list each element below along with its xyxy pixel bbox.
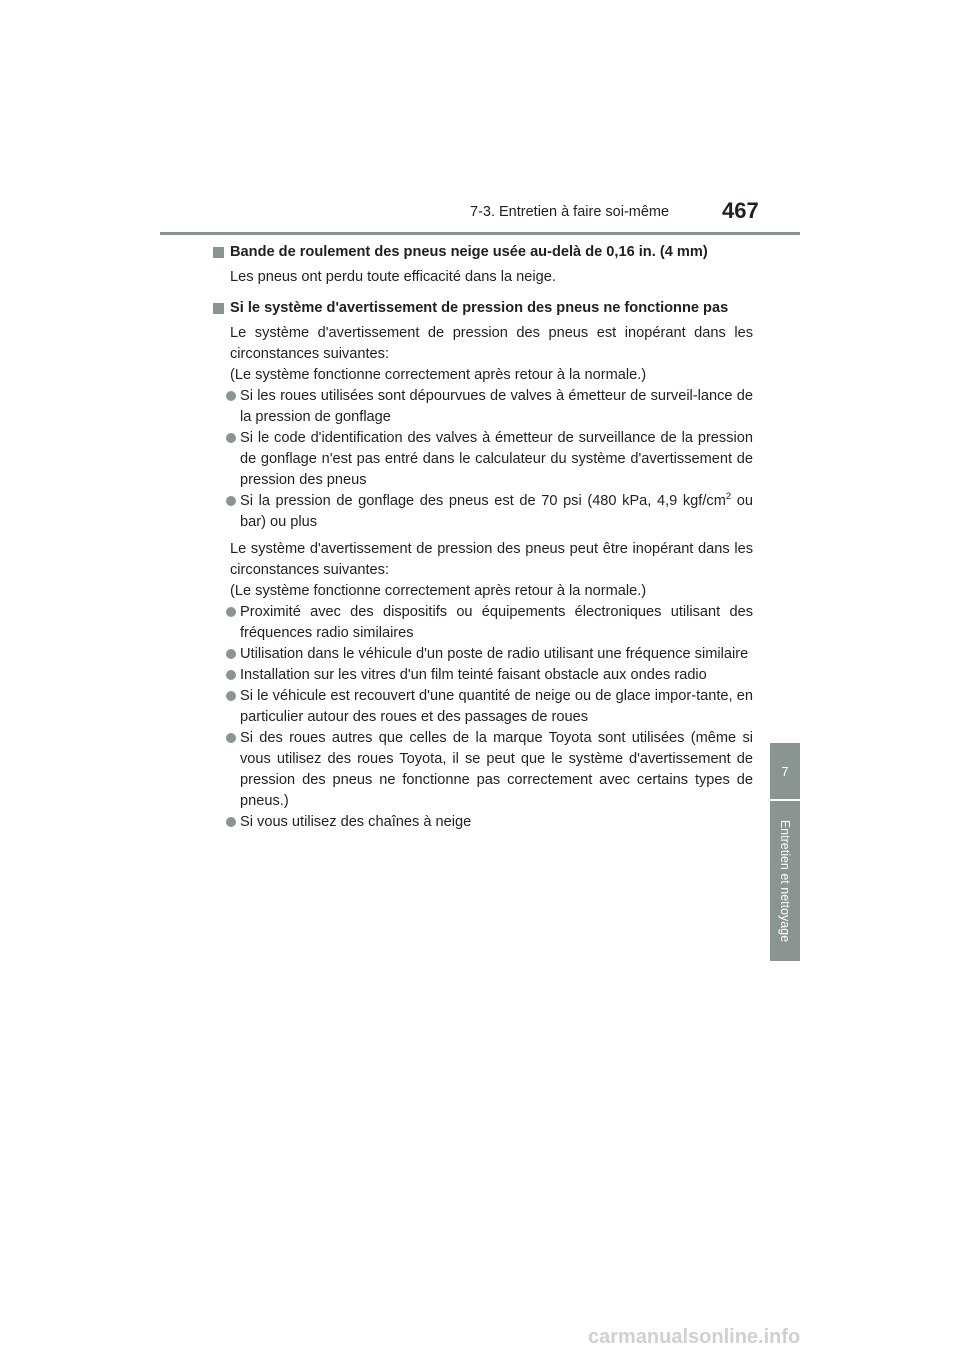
chapter-tab-title: [770, 801, 800, 961]
list-item-text: Si les roues utilisées sont dépourvues de valves à émetteur de surveil-lance de la pression de gonflage: [240, 388, 753, 425]
main-content: [212, 242, 753, 833]
round-bullet-icon: [226, 691, 236, 701]
list-item-text: Installation sur les vitres d'un film teinté faisant obstacle aux ondes radio: [240, 667, 707, 683]
list-item: [212, 386, 753, 428]
section-paragraph: [212, 323, 753, 386]
list-item-text: Si vous utilisez des chaînes à neige: [240, 814, 472, 830]
section-heading-text: Bande de roulement des pneus neige usée au-delà de 0,16 in. (4 mm): [230, 244, 708, 260]
round-bullet-icon: [226, 433, 236, 443]
header-rule: [160, 232, 800, 235]
list-item: [212, 644, 753, 665]
list-item-text: Si des roues autres que celles de la marque Toyota sont utilisées (même si vous utilisez des roues Toyota, il se peut que le système d'avertissement de pression des pneus ne fonctionne pas correctement avec certains types de pneus.): [240, 730, 753, 809]
round-bullet-icon: [226, 670, 236, 680]
section-heading: [212, 242, 753, 263]
square-bullet-icon: [213, 303, 224, 314]
list-item: [212, 602, 753, 644]
list-item: [212, 428, 753, 491]
round-bullet-icon: [226, 733, 236, 743]
round-bullet-icon: [226, 649, 236, 659]
paragraph-line: (Le système fonctionne correctement après retour à la normale.): [230, 583, 647, 599]
section-paragraph: Les pneus ont perdu toute efficacité dans la neige.: [230, 269, 556, 285]
list-item: [212, 728, 753, 812]
superscript: 2: [725, 491, 732, 503]
list-item: [212, 686, 753, 728]
chapter-tab-number: [770, 743, 800, 799]
page-number: 467: [722, 198, 759, 223]
section-heading: [212, 298, 753, 319]
paragraph-line: Le système d'avertissement de pression des pneus peut être inopérant dans les circonstances suivantes:: [230, 541, 753, 578]
round-bullet-icon: [226, 607, 236, 617]
round-bullet-icon: [226, 817, 236, 827]
round-bullet-icon: [226, 391, 236, 401]
list-item-text: Utilisation dans le véhicule d'un poste de radio utilisant une fréquence similaire: [240, 646, 749, 662]
watermark: carmanualsonline.info: [588, 1326, 801, 1348]
list-item: [212, 665, 753, 686]
list-item-text: Si le code d'identification des valves à émetteur de surveillance de la pression de gonflage n'est pas entré dans le calculateur du système d'avertissement de pression des pneus: [240, 430, 753, 488]
section-title: 7-3. Entretien à faire soi-même: [470, 204, 670, 220]
list-item-text: Si la pression de gonflage des pneus est de 70 psi (480 kPa, 4,9 kgf/cm: [240, 493, 726, 509]
section-heading-text: Si le système d'avertissement de pression des pneus ne fonctionne pas: [230, 300, 729, 316]
paragraph-line: Le système d'avertissement de pression des pneus est inopérant dans les circonstances suivantes:: [230, 325, 753, 362]
list-item-text: ou bar) ou plus: [240, 493, 754, 530]
round-bullet-icon: [226, 496, 236, 506]
paragraph-line: (Le système fonctionne correctement après retour à la normale.): [230, 367, 647, 383]
chapter-title: Entretien et nettoyage: [778, 819, 792, 943]
list-item-text: Si le véhicule est recouvert d'une quantité de neige ou de glace impor-tante, en particulier autour des roues et des passages de roues: [240, 688, 753, 725]
list-item-text: Proximité avec des dispositifs ou équipements électroniques utilisant des fréquences radio similaires: [240, 604, 753, 641]
list-item: [212, 491, 753, 533]
square-bullet-icon: [213, 247, 224, 258]
list-item: [212, 812, 753, 833]
section-paragraph: [212, 539, 753, 602]
chapter-number: 7: [781, 763, 789, 779]
